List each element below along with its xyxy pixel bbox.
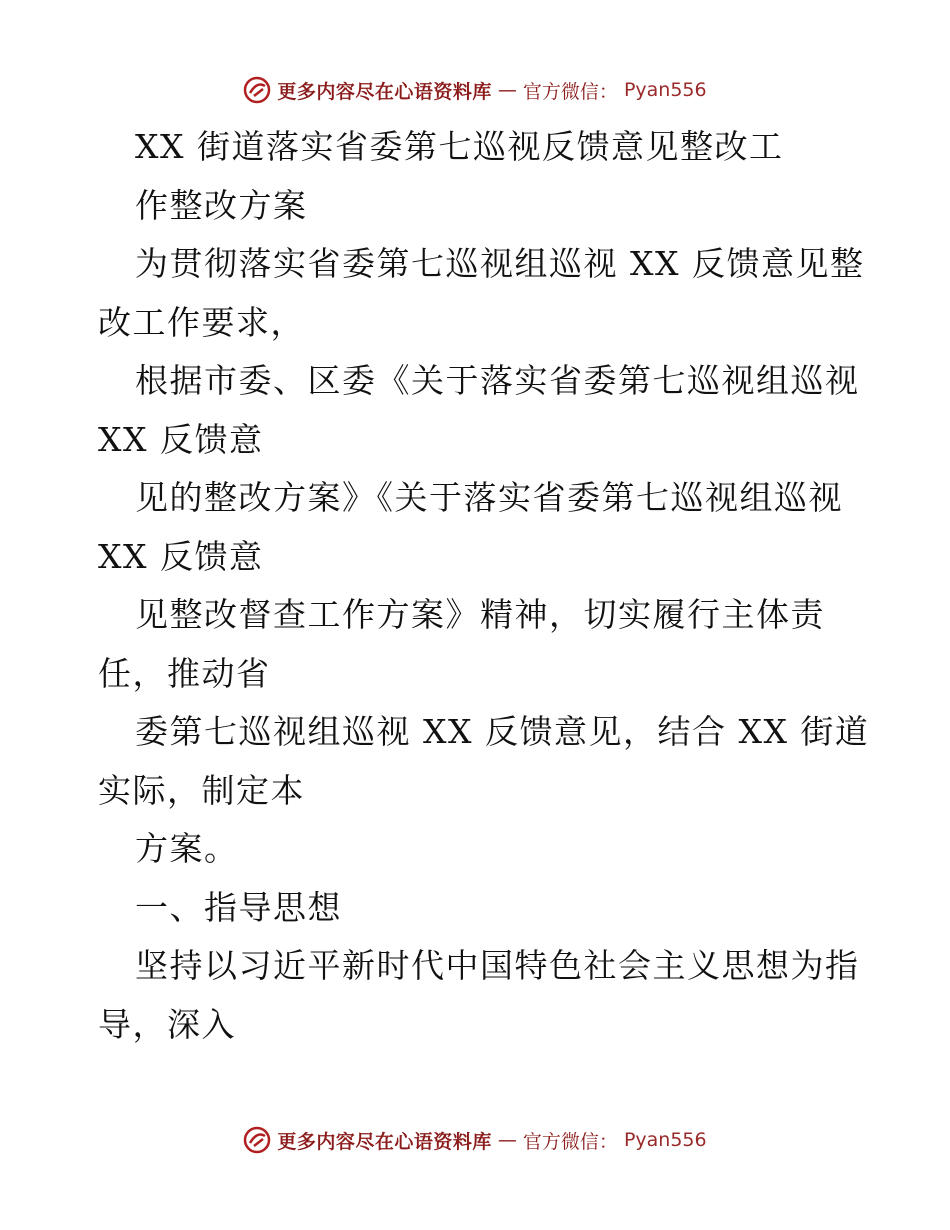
document-line: 委第七巡视组巡视 XX 反馈意见，结合 XX 街道 xyxy=(135,712,870,751)
watermark-header xyxy=(0,70,950,110)
document-line: 根据市委、区委《关于落实省委第七巡视组巡视 xyxy=(135,361,860,400)
document-line: 导，深入 xyxy=(98,1004,236,1044)
watermark-main-text: 更多内容尽在心语资料库 xyxy=(277,80,492,103)
document-line: 作整改方案 xyxy=(135,185,308,225)
document-body xyxy=(98,118,870,1054)
document-line: 见整改督查工作方案》精神，切实履行主体责 xyxy=(135,595,825,634)
document-line: 见的整改方案》《关于落实省委第七巡视组巡视 xyxy=(135,478,843,517)
watermark-sub-text: 官方微信： xyxy=(522,80,618,103)
document-line: 改工作要求， xyxy=(98,302,305,342)
document-line: 为贯彻落实省委第七巡视组巡视 XX 反馈意见整 xyxy=(135,244,865,283)
watermark-main-text: 更多内容尽在心语资料库 xyxy=(277,1130,492,1153)
document-line: XX 街道落实省委第七巡视反馈意见整改工 xyxy=(135,127,784,166)
document-line: 坚持以习近平新时代中国特色社会主义思想为指 xyxy=(135,946,860,985)
watermark-separator: — xyxy=(497,1129,517,1151)
brand-logo-icon xyxy=(243,76,271,104)
document-line: 实际，制定本 xyxy=(98,770,305,810)
watermark-footer xyxy=(0,1120,950,1160)
document-line: XX 反馈意 xyxy=(98,419,264,459)
brand-logo-icon xyxy=(243,1126,271,1154)
document-line: 方案。 xyxy=(135,829,239,868)
watermark-separator: — xyxy=(497,79,517,101)
watermark-id: Pyan556 xyxy=(623,1129,707,1151)
document-line: 一、指导思想 xyxy=(135,887,342,927)
watermark-id: Pyan556 xyxy=(623,79,707,101)
document-line: XX 反馈意 xyxy=(98,536,264,576)
document-line: 任，推动省 xyxy=(98,653,271,693)
watermark-sub-text: 官方微信： xyxy=(522,1130,618,1153)
